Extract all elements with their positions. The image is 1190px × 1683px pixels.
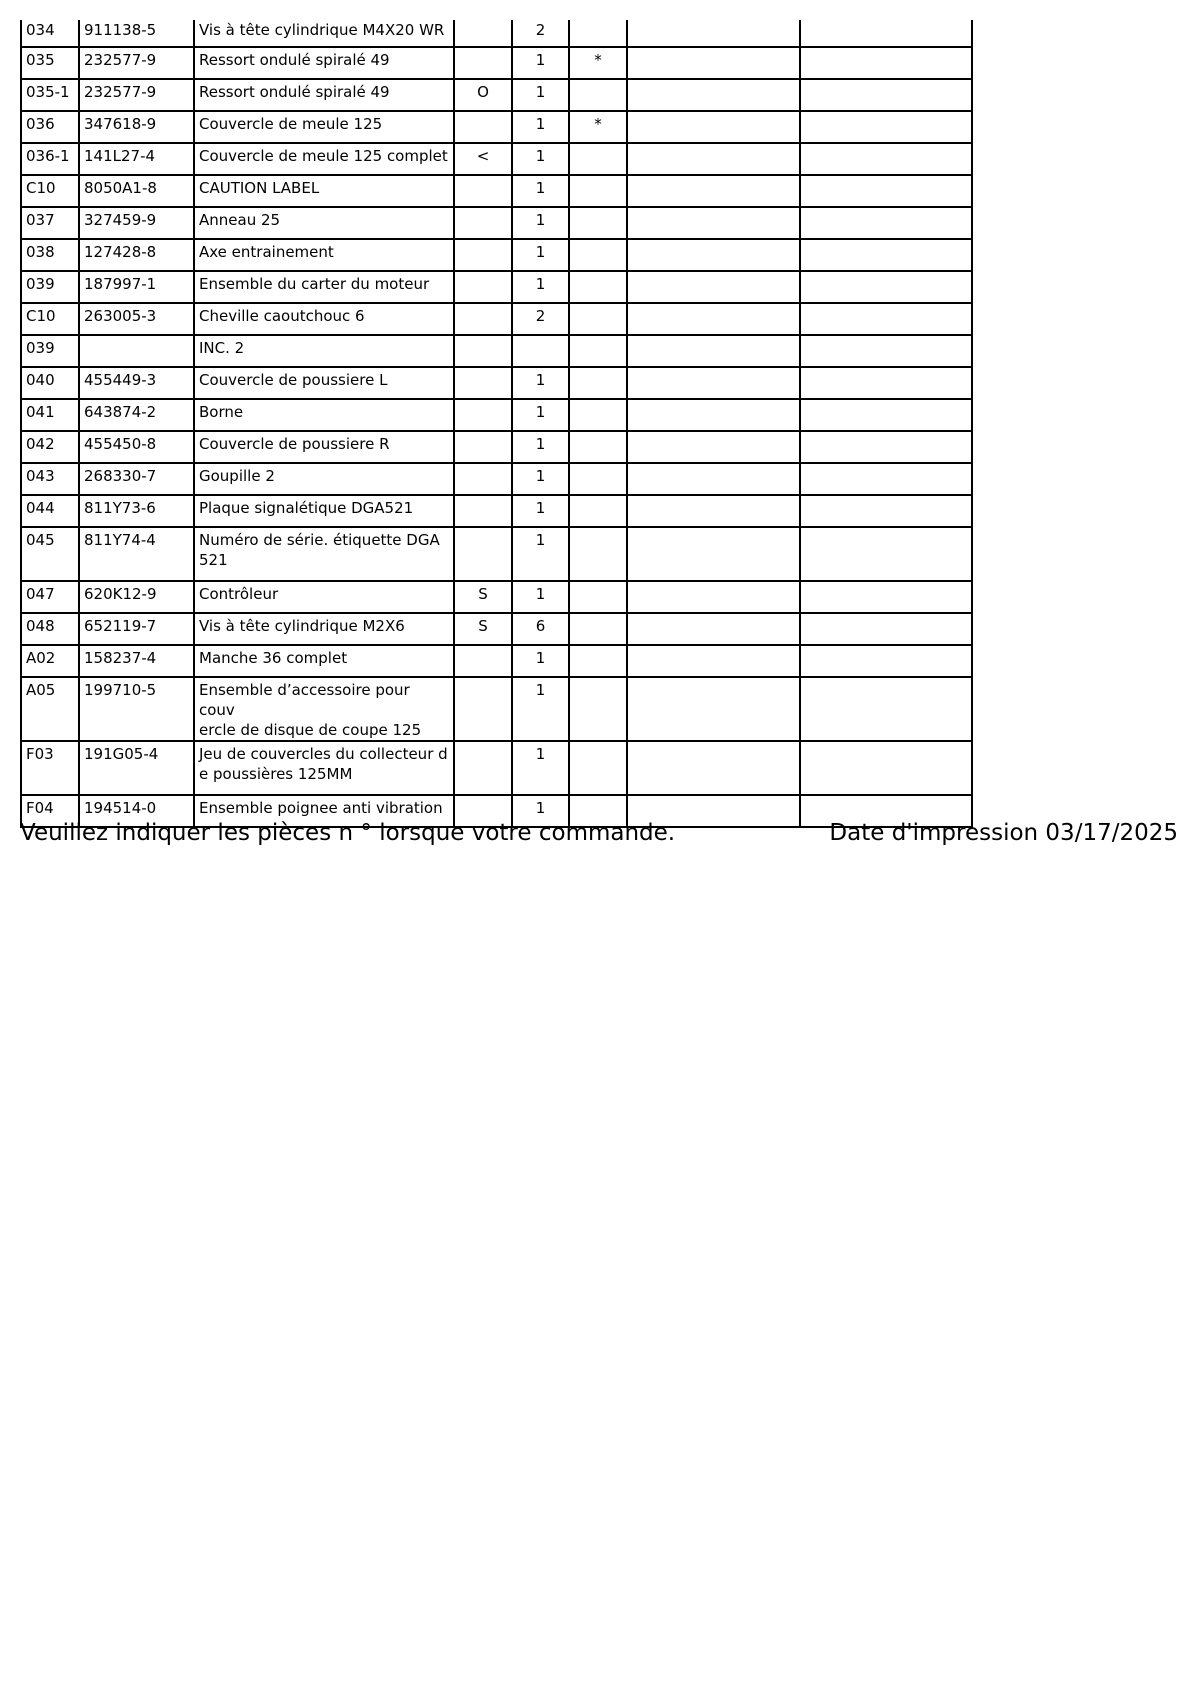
cell-part-number: 127428-8: [79, 239, 194, 271]
cell-empty: [800, 463, 972, 495]
cell-quantity: 1: [512, 47, 569, 79]
cell-empty: [627, 207, 800, 239]
cell-empty: [627, 271, 800, 303]
cell-part-number: 455450-8: [79, 431, 194, 463]
cell-mark: [569, 20, 627, 47]
cell-item-number: 034: [21, 20, 79, 47]
cell-part-number: 232577-9: [79, 47, 194, 79]
table-row: [21, 79, 972, 111]
cell-description: Borne: [194, 399, 454, 431]
table-row: [21, 741, 972, 795]
cell-empty: [800, 367, 972, 399]
cell-part-number: 811Y74-4: [79, 527, 194, 581]
cell-part-number: [79, 335, 194, 367]
cell-description: Ressort ondulé spiralé 49: [194, 47, 454, 79]
cell-empty: [800, 20, 972, 47]
cell-item-number: 036: [21, 111, 79, 143]
cell-description: [194, 741, 454, 795]
cell-part-number: 194514-0: [79, 795, 194, 827]
cell-empty: [800, 495, 972, 527]
table-row: [21, 20, 972, 47]
cell-description: Vis à tête cylindrique M4X20 WR: [194, 20, 454, 47]
cell-note: [454, 47, 512, 79]
cell-empty: [800, 677, 972, 741]
table-row: [21, 175, 972, 207]
cell-note: [454, 239, 512, 271]
cell-description: Couvercle de meule 125: [194, 111, 454, 143]
description-line: Ensemble d’accessoire pour couv: [199, 681, 410, 719]
table-row: [21, 47, 972, 79]
cell-item-number: 039: [21, 335, 79, 367]
cell-empty: [627, 335, 800, 367]
cell-mark: [569, 495, 627, 527]
cell-note: [454, 527, 512, 581]
cell-quantity: 1: [512, 207, 569, 239]
cell-item-number: C10: [21, 175, 79, 207]
cell-empty: [627, 463, 800, 495]
cell-item-number: 043: [21, 463, 79, 495]
cell-mark: [569, 335, 627, 367]
cell-mark: *: [569, 47, 627, 79]
cell-item-number: 048: [21, 613, 79, 645]
cell-item-number: C10: [21, 303, 79, 335]
cell-part-number: 811Y73-6: [79, 495, 194, 527]
table-row: [21, 527, 972, 581]
cell-empty: [627, 399, 800, 431]
cell-note: [454, 677, 512, 741]
cell-part-number: 199710-5: [79, 677, 194, 741]
cell-item-number: 035: [21, 47, 79, 79]
cell-empty: [800, 143, 972, 175]
cell-note: [454, 20, 512, 47]
cell-mark: [569, 143, 627, 175]
cell-description: CAUTION LABEL: [194, 175, 454, 207]
cell-empty: [800, 399, 972, 431]
table-row: [21, 581, 972, 613]
cell-description: Couvercle de poussiere R: [194, 431, 454, 463]
table-row: [21, 677, 972, 741]
cell-item-number: F03: [21, 741, 79, 795]
cell-empty: [627, 239, 800, 271]
cell-description: Ensemble poignee anti vibration: [194, 795, 454, 827]
cell-part-number: 620K12-9: [79, 581, 194, 613]
cell-empty: [627, 677, 800, 741]
cell-empty: [627, 527, 800, 581]
cell-empty: [800, 239, 972, 271]
table-row: [21, 431, 972, 463]
cell-note: [454, 645, 512, 677]
cell-empty: [627, 20, 800, 47]
cell-empty: [800, 271, 972, 303]
table-row: [21, 367, 972, 399]
cell-part-number: 347618-9: [79, 111, 194, 143]
cell-part-number: 191G05-4: [79, 741, 194, 795]
cell-quantity: 1: [512, 795, 569, 827]
cell-note: [454, 175, 512, 207]
cell-mark: [569, 613, 627, 645]
cell-item-number: 047: [21, 581, 79, 613]
page-footer: [20, 818, 1178, 848]
cell-description: Couvercle de poussiere L: [194, 367, 454, 399]
cell-mark: [569, 527, 627, 581]
cell-empty: [800, 613, 972, 645]
cell-quantity: 1: [512, 79, 569, 111]
cell-empty: [627, 367, 800, 399]
cell-empty: [800, 581, 972, 613]
cell-item-number: A02: [21, 645, 79, 677]
cell-empty: [800, 207, 972, 239]
cell-part-number: 263005-3: [79, 303, 194, 335]
order-instruction: Veuillez indiquer les pièces n ° lorsque votre commande.: [20, 820, 676, 846]
cell-quantity: 1: [512, 581, 569, 613]
cell-quantity: 1: [512, 367, 569, 399]
cell-mark: [569, 677, 627, 741]
cell-description: Anneau 25: [194, 207, 454, 239]
cell-description: Manche 36 complet: [194, 645, 454, 677]
cell-empty: [800, 431, 972, 463]
cell-part-number: 652119-7: [79, 613, 194, 645]
table-row: [21, 495, 972, 527]
cell-item-number: 045: [21, 527, 79, 581]
cell-note: [454, 303, 512, 335]
cell-quantity: 1: [512, 527, 569, 581]
cell-item-number: 042: [21, 431, 79, 463]
cell-empty: [627, 303, 800, 335]
table-row: [21, 111, 972, 143]
cell-mark: [569, 581, 627, 613]
cell-item-number: 037: [21, 207, 79, 239]
cell-empty: [627, 47, 800, 79]
cell-empty: [627, 613, 800, 645]
cell-note: [454, 335, 512, 367]
cell-empty: [800, 303, 972, 335]
description-line: Jeu de couvercles du collecteur d: [199, 745, 448, 763]
cell-part-number: 268330-7: [79, 463, 194, 495]
cell-empty: [627, 79, 800, 111]
table-row: [21, 271, 972, 303]
cell-quantity: 2: [512, 20, 569, 47]
cell-empty: [627, 495, 800, 527]
cell-mark: [569, 399, 627, 431]
cell-empty: [800, 111, 972, 143]
cell-part-number: 158237-4: [79, 645, 194, 677]
cell-mark: [569, 645, 627, 677]
description-line: ercle de disque de coupe 125: [199, 721, 422, 739]
description-line: 521: [199, 551, 228, 569]
cell-quantity: 1: [512, 239, 569, 271]
cell-quantity: 1: [512, 111, 569, 143]
table-row: [21, 645, 972, 677]
cell-mark: [569, 431, 627, 463]
cell-quantity: 1: [512, 741, 569, 795]
cell-note: S: [454, 613, 512, 645]
cell-item-number: 036-1: [21, 143, 79, 175]
cell-empty: [800, 79, 972, 111]
cell-empty: [627, 143, 800, 175]
cell-empty: [627, 741, 800, 795]
cell-quantity: 1: [512, 175, 569, 207]
cell-mark: [569, 367, 627, 399]
cell-note: [454, 207, 512, 239]
parts-table: [20, 20, 973, 828]
cell-empty: [800, 47, 972, 79]
cell-empty: [627, 645, 800, 677]
cell-mark: *: [569, 111, 627, 143]
cell-description: [194, 527, 454, 581]
cell-description: INC. 2: [194, 335, 454, 367]
cell-description: Couvercle de meule 125 complet: [194, 143, 454, 175]
cell-note: <: [454, 143, 512, 175]
table-row: [21, 207, 972, 239]
cell-item-number: A05: [21, 677, 79, 741]
cell-empty: [627, 431, 800, 463]
cell-note: [454, 399, 512, 431]
cell-description: Goupille 2: [194, 463, 454, 495]
cell-empty: [627, 175, 800, 207]
cell-mark: [569, 175, 627, 207]
cell-part-number: 455449-3: [79, 367, 194, 399]
parts-table-body: [21, 20, 972, 827]
cell-part-number: 141L27-4: [79, 143, 194, 175]
cell-quantity: [512, 335, 569, 367]
cell-description: Plaque signalétique DGA521: [194, 495, 454, 527]
cell-item-number: 035-1: [21, 79, 79, 111]
cell-note: [454, 495, 512, 527]
table-row: [21, 463, 972, 495]
cell-description: Cheville caoutchouc 6: [194, 303, 454, 335]
cell-description: Ensemble du carter du moteur: [194, 271, 454, 303]
cell-note: [454, 431, 512, 463]
cell-note: [454, 271, 512, 303]
cell-mark: [569, 271, 627, 303]
cell-mark: [569, 207, 627, 239]
cell-quantity: 1: [512, 463, 569, 495]
table-row: [21, 143, 972, 175]
table-row: [21, 399, 972, 431]
cell-item-number: 038: [21, 239, 79, 271]
cell-quantity: 2: [512, 303, 569, 335]
cell-quantity: 1: [512, 495, 569, 527]
cell-item-number: 039: [21, 271, 79, 303]
cell-mark: [569, 303, 627, 335]
cell-item-number: F04: [21, 795, 79, 827]
cell-item-number: 040: [21, 367, 79, 399]
cell-empty: [627, 581, 800, 613]
cell-part-number: 643874-2: [79, 399, 194, 431]
cell-mark: [569, 463, 627, 495]
table-row: [21, 239, 972, 271]
cell-quantity: 1: [512, 431, 569, 463]
cell-quantity: 6: [512, 613, 569, 645]
cell-part-number: 8050A1-8: [79, 175, 194, 207]
print-date: Date d'impression 03/17/2025: [829, 820, 1178, 846]
cell-empty: [627, 111, 800, 143]
table-row: [21, 303, 972, 335]
cell-mark: [569, 79, 627, 111]
cell-description: Axe entrainement: [194, 239, 454, 271]
cell-quantity: 1: [512, 271, 569, 303]
cell-part-number: 232577-9: [79, 79, 194, 111]
description-line: e poussières 125MM: [199, 765, 353, 783]
cell-note: [454, 741, 512, 795]
cell-mark: [569, 239, 627, 271]
cell-note: O: [454, 79, 512, 111]
cell-quantity: 1: [512, 645, 569, 677]
cell-empty: [800, 527, 972, 581]
cell-quantity: 1: [512, 677, 569, 741]
cell-note: [454, 463, 512, 495]
cell-description: Ressort ondulé spiralé 49: [194, 79, 454, 111]
cell-part-number: 911138-5: [79, 20, 194, 47]
cell-note: [454, 111, 512, 143]
cell-empty: [800, 741, 972, 795]
cell-item-number: 041: [21, 399, 79, 431]
cell-part-number: 187997-1: [79, 271, 194, 303]
cell-description: Vis à tête cylindrique M2X6: [194, 613, 454, 645]
cell-part-number: 327459-9: [79, 207, 194, 239]
cell-description: Contrôleur: [194, 581, 454, 613]
cell-note: S: [454, 581, 512, 613]
description-line: Numéro de série. étiquette DGA: [199, 531, 440, 549]
cell-item-number: 044: [21, 495, 79, 527]
cell-quantity: 1: [512, 399, 569, 431]
table-row: [21, 613, 972, 645]
cell-empty: [800, 645, 972, 677]
cell-empty: [800, 175, 972, 207]
cell-mark: [569, 741, 627, 795]
table-row: [21, 335, 972, 367]
cell-quantity: 1: [512, 143, 569, 175]
cell-note: [454, 367, 512, 399]
cell-empty: [800, 335, 972, 367]
cell-description: [194, 677, 454, 741]
